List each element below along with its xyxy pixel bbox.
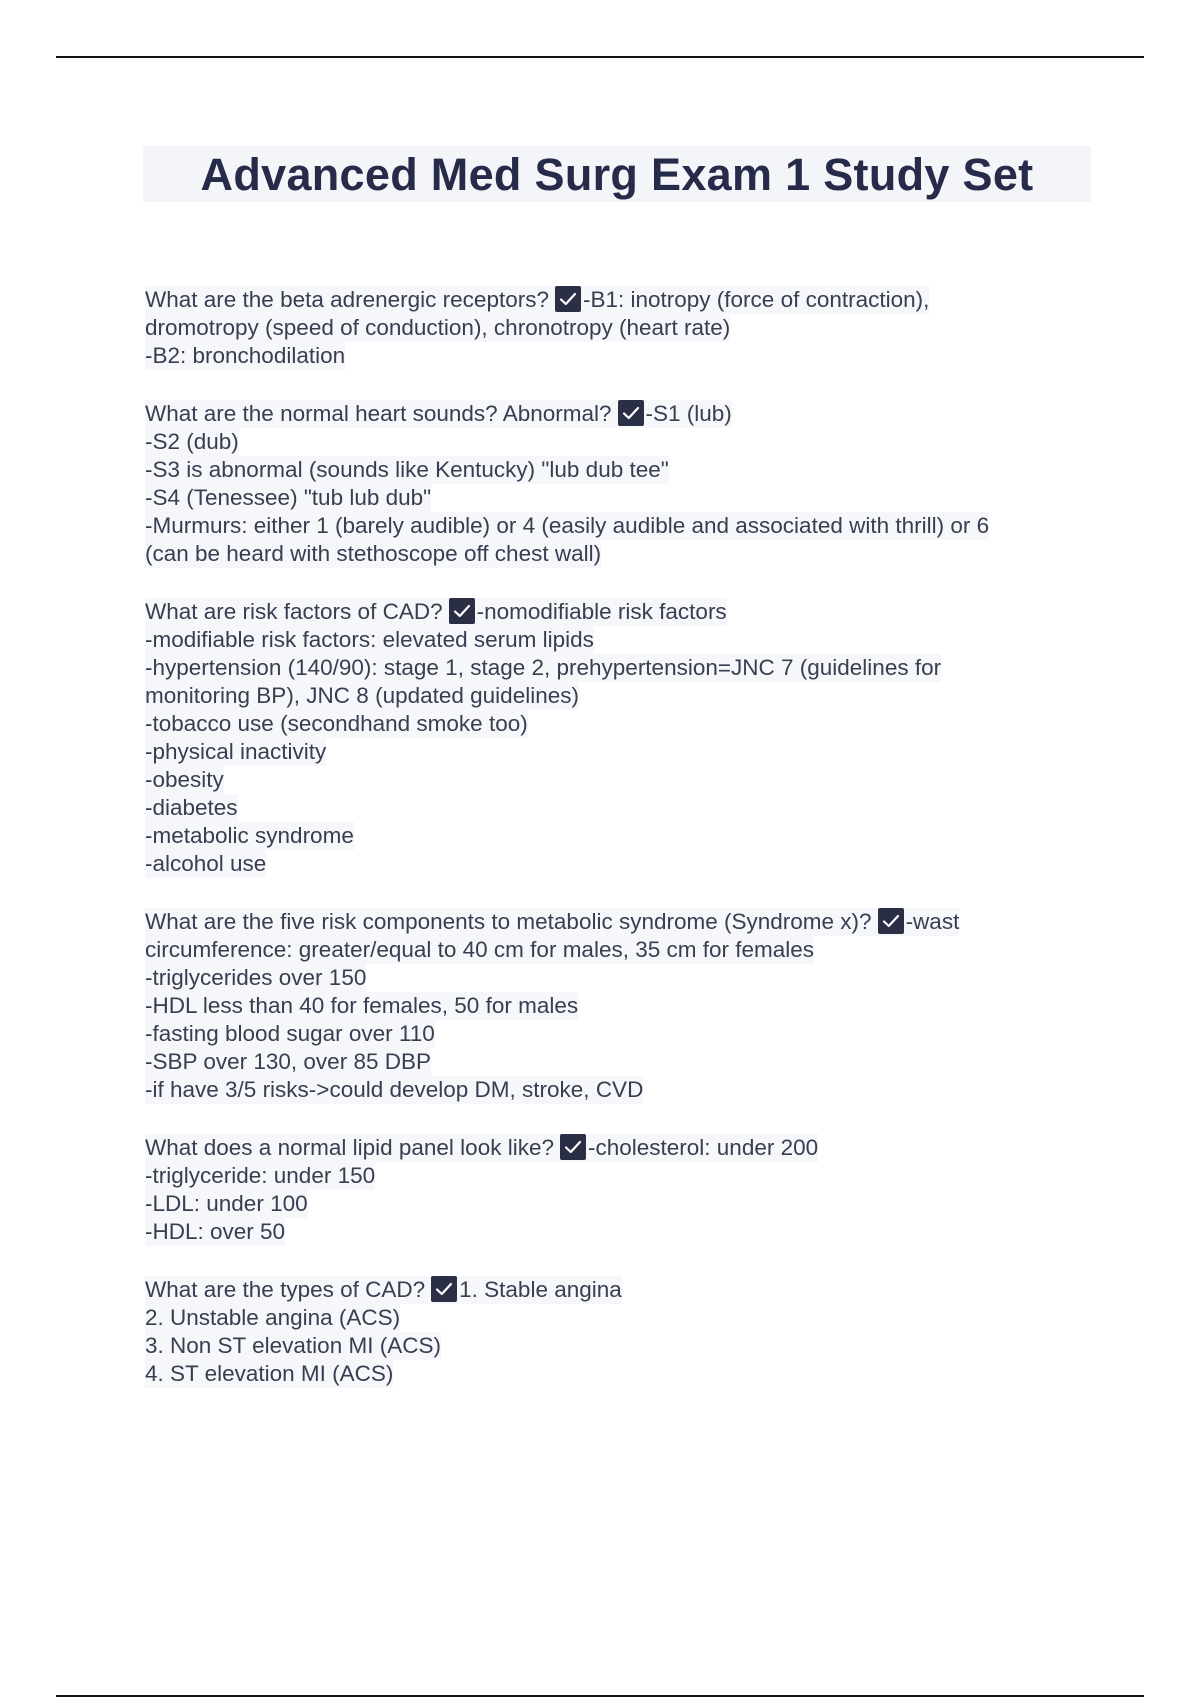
- question-text: What are the types of CAD?: [145, 1277, 426, 1302]
- check-icon: [878, 908, 904, 934]
- answer-text: -wast: [905, 909, 960, 934]
- answer-line: -tobacco use (secondhand smoke too): [145, 711, 528, 736]
- check-icon: [449, 598, 475, 624]
- answer-line: (can be heard with stethoscope off chest wall): [145, 541, 602, 566]
- check-icon: [618, 400, 644, 426]
- answer-line: -physical inactivity: [145, 739, 327, 764]
- check-icon: [560, 1134, 586, 1160]
- qa-first-line: [145, 400, 732, 428]
- question-text: What are risk factors of CAD?: [145, 599, 443, 624]
- question-text: What are the normal heart sounds? Abnormal?: [145, 401, 612, 426]
- qa-item: [145, 400, 1075, 568]
- bottom-rule: [56, 1695, 1144, 1697]
- check-icon: [555, 286, 581, 312]
- question-text: What does a normal lipid panel look like?: [145, 1135, 554, 1160]
- answer-text: -nomodifiable risk factors: [476, 599, 727, 624]
- check-icon: [431, 1276, 457, 1302]
- answer-line: -obesity: [145, 767, 224, 792]
- page-title: Advanced Med Surg Exam 1 Study Set: [200, 148, 1034, 200]
- qa-item: [145, 1134, 1075, 1246]
- qa-list: [145, 286, 1075, 1418]
- answer-line: dromotropy (speed of conduction), chronotropy (heart rate): [145, 315, 731, 340]
- answer-line: -modifiable risk factors: elevated serum lipids: [145, 627, 594, 652]
- qa-item: [145, 1276, 1075, 1388]
- qa-item: [145, 908, 1075, 1104]
- answer-line: -triglyceride: under 150: [145, 1163, 376, 1188]
- title-banner: [143, 146, 1091, 202]
- answer-line: -metabolic syndrome: [145, 823, 354, 848]
- qa-first-line: [145, 598, 727, 626]
- question-text: What are the beta adrenergic receptors?: [145, 287, 549, 312]
- question-text: What are the five risk components to metabolic syndrome (Syndrome x)?: [145, 909, 872, 934]
- answer-line: -diabetes: [145, 795, 238, 820]
- answer-line: -HDL: over 50: [145, 1219, 286, 1244]
- answer-line: -S3 is abnormal (sounds like Kentucky) "lub dub tee": [145, 457, 669, 482]
- answer-line: 4. ST elevation MI (ACS): [145, 1361, 394, 1386]
- answer-line: -hypertension (140/90): stage 1, stage 2, prehypertension=JNC 7 (guidelines for: [145, 655, 942, 680]
- answer-text: -S1 (lub): [645, 401, 732, 426]
- answer-text: -B1: inotropy (force of contraction),: [582, 287, 930, 312]
- qa-first-line: [145, 1134, 818, 1162]
- answer-line: -HDL less than 40 for females, 50 for males: [145, 993, 579, 1018]
- answer-line: -LDL: under 100: [145, 1191, 308, 1216]
- answer-line: -triglycerides over 150: [145, 965, 367, 990]
- qa-first-line: [145, 1276, 622, 1304]
- qa-first-line: [145, 286, 929, 314]
- answer-line: -B2: bronchodilation: [145, 343, 346, 368]
- answer-line: -S4 (Tenessee) "tub lub dub": [145, 485, 432, 510]
- answer-line: circumference: greater/equal to 40 cm for males, 35 cm for females: [145, 937, 815, 962]
- answer-line: -fasting blood sugar over 110: [145, 1021, 435, 1046]
- qa-item: [145, 598, 1075, 878]
- qa-first-line: [145, 908, 959, 936]
- answer-line: -S2 (dub): [145, 429, 239, 454]
- answer-line: -SBP over 130, over 85 DBP: [145, 1049, 431, 1074]
- top-rule: [56, 56, 1144, 58]
- answer-line: monitoring BP), JNC 8 (updated guidelines): [145, 683, 579, 708]
- qa-item: [145, 286, 1075, 370]
- answer-text: -cholesterol: under 200: [587, 1135, 819, 1160]
- answer-line: -if have 3/5 risks->could develop DM, stroke, CVD: [145, 1077, 644, 1102]
- answer-line: -alcohol use: [145, 851, 267, 876]
- answer-line: 3. Non ST elevation MI (ACS): [145, 1333, 441, 1358]
- answer-text: 1. Stable angina: [459, 1277, 622, 1302]
- answer-line: -Murmurs: either 1 (barely audible) or 4 (easily audible and associated with thrill) or 6: [145, 513, 990, 538]
- answer-line: 2. Unstable angina (ACS): [145, 1305, 401, 1330]
